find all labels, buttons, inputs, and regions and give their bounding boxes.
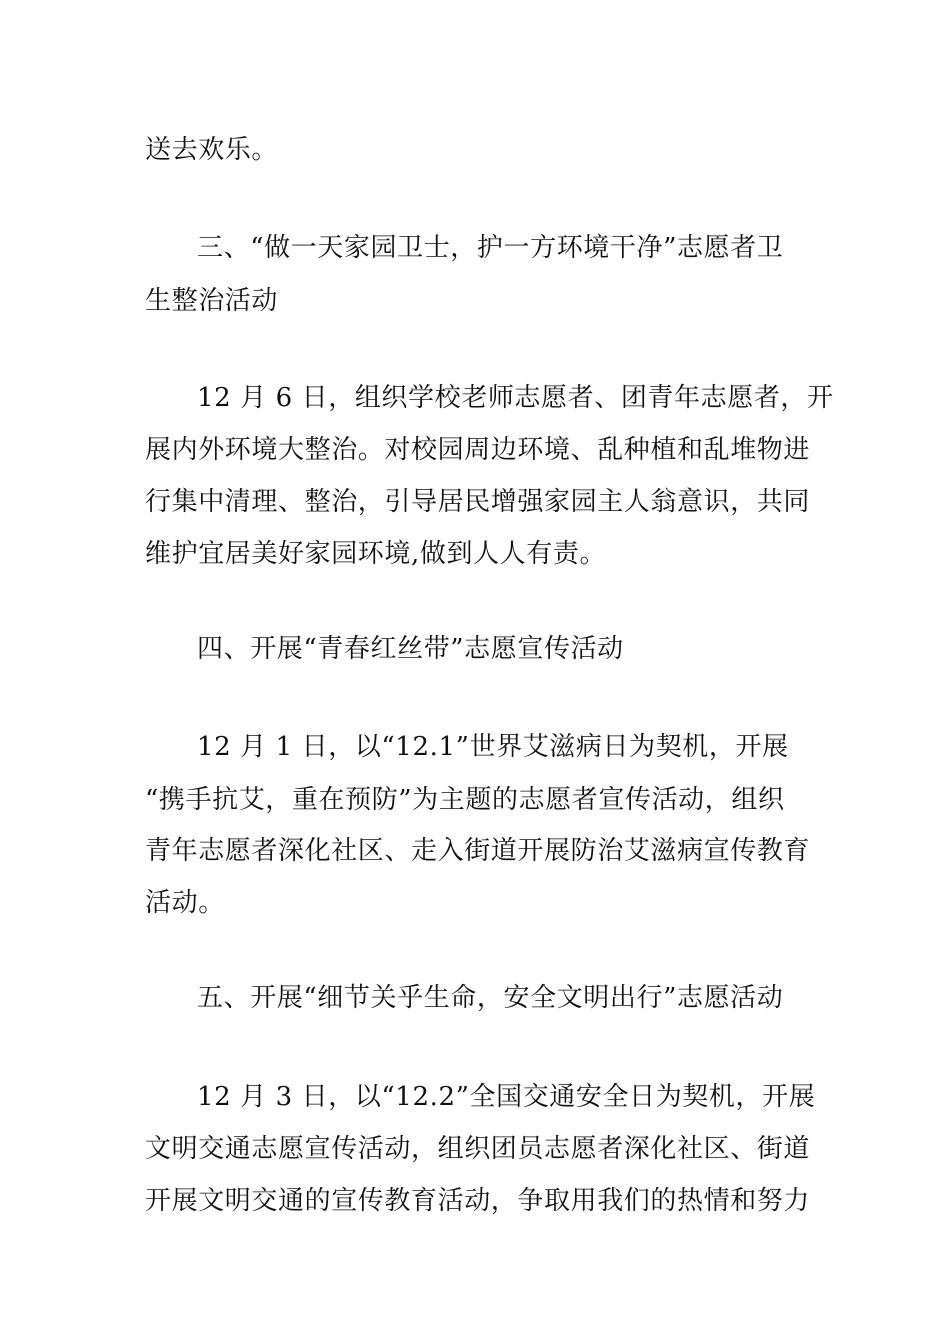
section-five-heading: 五、开展“细节关乎生命，安全文明出行”志愿活动 [197,983,784,1013]
section-three-body-line-3: 行集中清理、整治，引导居民增强家园主人翁意识，共同 [145,487,811,517]
section-four-body-line-1: 12 月 1 日，以“12.1”世界艾滋病日为契机，开展 [197,732,789,762]
section-three-body-line-2: 展内外环境大整治。对校园周边环境、乱种植和乱堆物进 [145,435,811,465]
section-three-heading-line-1: 三、“做一天家园卫士，护一方环境干净”志愿者卫 [197,233,784,263]
section-four-body-line-3: 青年志愿者深化社区、走入街道开展防治艾滋病宣传教育 [145,836,811,866]
section-five-body-line-1: 12 月 3 日，以“12.2”全国交通安全日为契机，开展 [197,1082,816,1112]
section-three-heading-line-2: 生整治活动 [145,286,279,316]
section-three-body-line-4: 维护宜居美好家园环境,做到人人有责。 [145,539,607,569]
paragraph-continuation-line: 送去欢乐。 [145,135,279,165]
section-five-body-line-3: 开展文明交通的宣传教育活动，争取用我们的热情和努力 [145,1186,811,1216]
section-four-body-line-4: 活动。 [145,888,225,918]
section-four-heading: 四、开展“青春红丝带”志愿宣传活动 [197,634,624,664]
section-four-body-line-2: “携手抗艾，重在预防”为主题的志愿者宣传活动，组织 [145,785,785,815]
section-five-body-line-2: 文明交通志愿宣传活动，组织团员志愿者深化社区、街道 [145,1134,811,1164]
section-three-body-line-1: 12 月 6 日，组织学校老师志愿者、团青年志愿者，开 [197,383,834,413]
